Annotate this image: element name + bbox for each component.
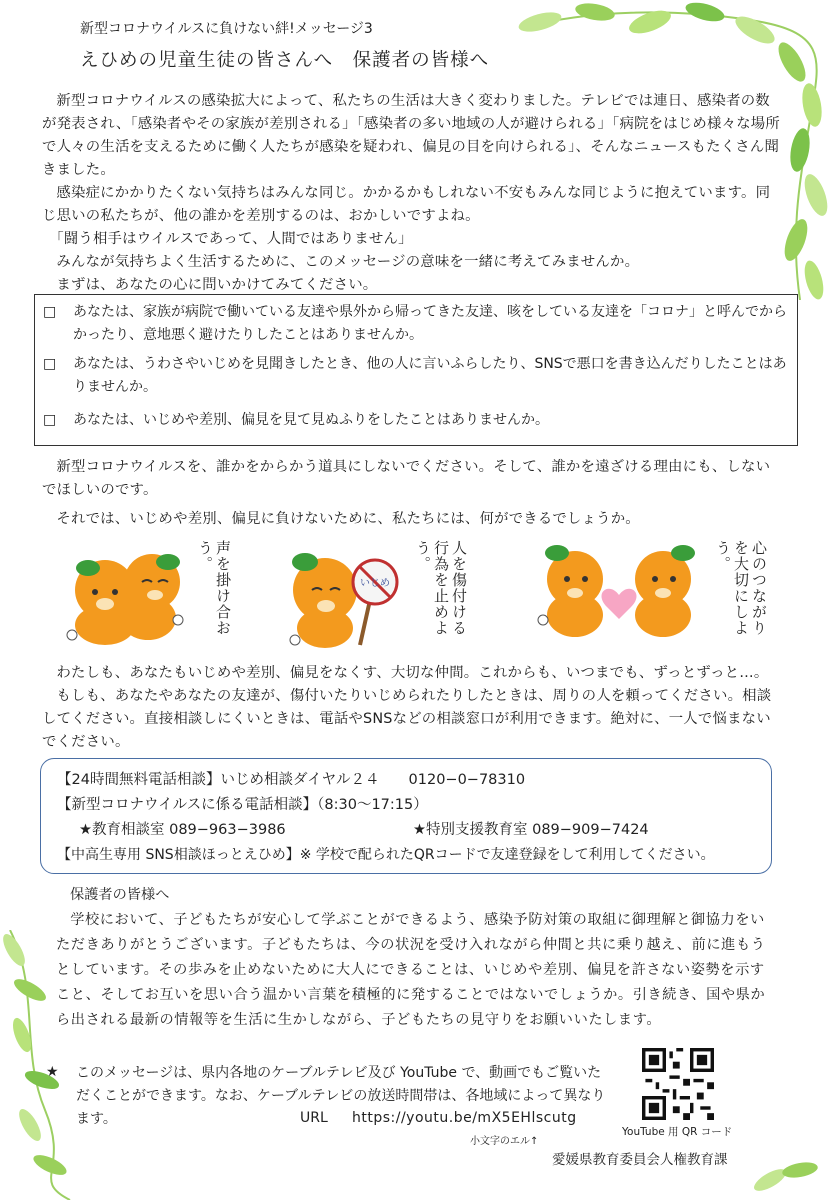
- check-item-2: [43, 353, 791, 399]
- url-note: 小文字のエル↑: [470, 1136, 539, 1147]
- intro-paragraph-5: まずは、あなたの心に問いかけてみてください。: [56, 277, 378, 293]
- checkbox-icon: □: [43, 412, 57, 428]
- footer-message: このメッセージは、県内各地のケーブルテレビ及び YouTube で、動画でもご覧いただくことができます。なお、ケーブルテレビの放送時間帯は、各地域によって異なります。: [76, 1065, 606, 1127]
- guardians-body: 学校において、子どもたちが安心して学ぶことができるよう、感染予防対策の取組に御理解と御協力をいただきありがとうございます。子どもたちは、今の状況を受け入れながら仲間と共に乗り越え、前に進もうとしています。その歩みを止めないために大人にできることは、いじめや差別、偏見を許さない姿勢を示すこと、そしてお互いを思い合う温かい言葉を積極的に発することではないでしょうか。引き続き、国や県から出される最新の情報等を生活に生かしながら、子どもたちの見守りをお願いいたします。: [56, 912, 766, 1028]
- intro-paragraph-2: 感染症にかかりたくない気持ちはみんな同じ。かかるかもしれない不安もみんな同じように抱えています。同じ思いの私たちが、他の誰かを差別するのは、おかしいですよね。: [42, 185, 771, 224]
- url-label: URL: [300, 1110, 328, 1126]
- intro-paragraph-4: みんなが気持ちよく生活するために、このメッセージの意味を一緒に考えてみませんか。: [56, 254, 640, 270]
- consult-special-support: ★特別支援教育室 089−909−7424: [413, 822, 649, 838]
- stop-sign-text: いじめ: [360, 578, 390, 589]
- consult-row-24h: 【24時間無料電話相談】いじめ相談ダイヤル２４ 0120−0−78310: [57, 772, 526, 788]
- checkbox-icon: □: [43, 304, 57, 320]
- check-item-text: あなたは、いじめや差別、偏見を見て見ぬふりをしたことはありませんか。: [73, 412, 549, 428]
- mascot-illustration-hug: [60, 540, 190, 650]
- series-label: 新型コロナウイルスに負けない絆!メッセージ3: [80, 21, 373, 37]
- issuer-name: 愛媛県教育委員会人権教育課: [552, 1152, 728, 1168]
- middle-paragraph-2: それでは、いじめや差別、偏見に負けないために、私たちには、何ができるでしょうか。: [56, 511, 640, 527]
- youtube-url-link[interactable]: https://youtu.be/mX5EHlscutg: [352, 1110, 577, 1126]
- intro-quote: 「闘う相手はウイルスであって、人間ではありません」: [49, 231, 413, 247]
- check-item-text: あなたは、家族が病院で働いている友達や県外から帰ってきた友達、咳をしている友達を「コロナ」と呼んでからかったり、意地悪く避けたりしたことはありませんか。: [73, 304, 787, 343]
- consult-row-covid: 【新型コロナウイルスに係る電話相談】（8:30〜17:15）: [57, 797, 428, 813]
- page-title: えひめの児童生徒の皆さんへ 保護者の皆様へ: [80, 50, 490, 71]
- consult-education-office: ★教育相談室 089−963−3986: [79, 822, 286, 838]
- illustration-caption-2: 人を傷付ける行為を止めよう。: [414, 540, 468, 636]
- qr-code[interactable]: [642, 1048, 714, 1120]
- guardians-heading: 保護者の皆様へ: [70, 887, 170, 903]
- star-icon: ★: [46, 1064, 59, 1080]
- middle-section: [42, 456, 782, 531]
- consultation-box: [40, 758, 772, 874]
- illustration-caption-3: 心のつながりを大切にしよう。: [714, 540, 768, 636]
- consult-row-sns: 【中高生専用 SNS相談ほっとえひめ】※ 学校で配られたQRコードで友達登録をして利用してください。: [57, 847, 715, 863]
- illustration-caption-1: 声を掛け合おう。: [196, 540, 232, 636]
- self-check-box: [34, 294, 798, 446]
- check-item-text: あなたは、うわさやいじめを見聞きしたとき、他の人に言いふらしたり、SNSで悪口を書き込んだりしたことはありませんか。: [73, 356, 787, 395]
- mascot-illustration-heart: [535, 535, 705, 650]
- closing-paragraph-2: もしも、あなたやあなたの友達が、傷付いたりいじめられたりしたときは、周りの人を頼ってください。相談してください。直接相談しにくいときは、電話やSNSなどの相談窓口が利用できます。絶対に、一人で悩まないでください。: [42, 688, 772, 750]
- intro-paragraph-1: 新型コロナウイルスの感染拡大によって、私たちの生活は大きく変わりました。テレビでは連日、感染者の数が発表され、「感染者やその家族が差別される」「感染者の多い地域の人が避けられる」「病院をはじめ様々な場所で人々の生活を支えるために働く人たちが感染を疑われ、偏見の目を向けられる」、そんなニュースもたくさん聞きました。: [42, 93, 780, 178]
- qr-caption: YouTube 用 QR コード: [622, 1126, 733, 1138]
- mascot-illustration-stop-sign: [280, 540, 410, 650]
- closing-paragraph-1: わたしも、あなたもいじめや差別、偏見をなくす、大切な仲間。これからも、いつまでも、ずっとずっと…。: [56, 665, 769, 681]
- check-item-1: [43, 301, 791, 347]
- check-item-3: [43, 409, 791, 432]
- closing-section: [42, 662, 782, 754]
- intro-section: [42, 90, 782, 297]
- middle-paragraph-1: 新型コロナウイルスを、誰かをからかう道具にしないでください。そして、誰かを遠ざける理由にも、しないでほしいのです。: [42, 459, 771, 498]
- vine-decoration-bottom-right: [740, 1150, 828, 1200]
- checkbox-icon: □: [43, 356, 57, 372]
